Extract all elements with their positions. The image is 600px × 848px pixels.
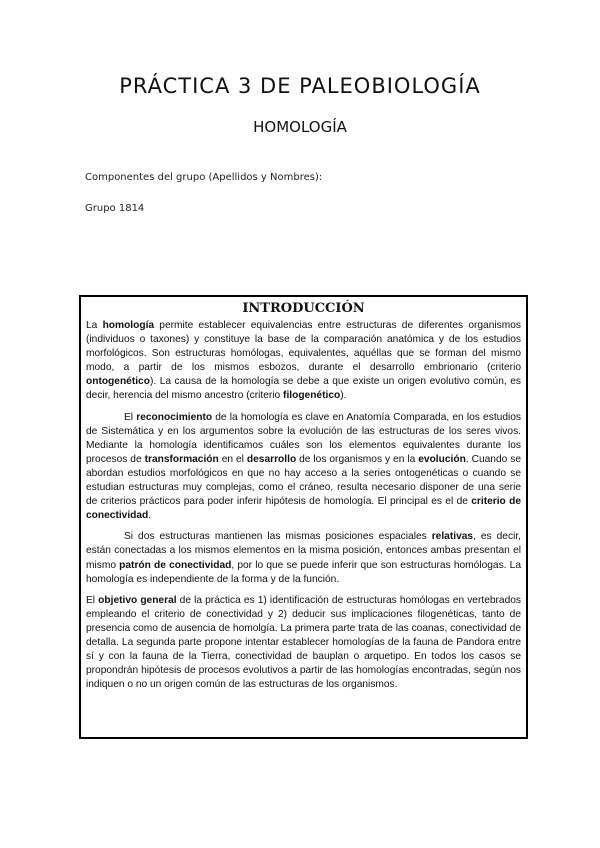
text-run: La xyxy=(86,320,103,331)
group-components-label: Componentes del grupo (Apellidos y Nombres): xyxy=(85,172,323,183)
bold-term: homología xyxy=(102,320,155,331)
text-run: ). xyxy=(340,390,347,402)
bold-term: transformación xyxy=(144,453,219,465)
text-run: . Cuando se abordan estudios morfológicos en que no hay acceso a la series ontogenéticas o cuando se estudian estructuras muy complejas, como el cráneo, resulta necesario disponer de una serie de criterios prácticos para poder inferir hipótesis de homología. El principal es el de xyxy=(86,453,522,508)
bold-term: ontogenético xyxy=(86,376,150,388)
intro-paragraph-4 xyxy=(86,594,521,693)
bold-term: filogenético xyxy=(283,390,341,402)
page-title: PRÁCTICA 3 DE PALEOBIOLOGÍA xyxy=(119,74,481,98)
text-run: . xyxy=(148,510,152,522)
page-subtitle: HOMOLOGÍA xyxy=(253,118,347,136)
text-run: en el xyxy=(218,453,247,465)
text-run: de los organismos y en la xyxy=(296,453,419,465)
text-run: El xyxy=(124,411,137,423)
text-run: Si dos estructuras mantienen las mismas posiciones espaciales xyxy=(124,531,432,543)
intro-paragraph-1 xyxy=(86,319,521,404)
text-run: , es decir, están conectadas a los mismos elementos en la misma posición, entonces ambas presentan el mismo xyxy=(86,531,521,571)
bold-term: reconocimiento xyxy=(136,411,213,423)
bold-term: desarrollo xyxy=(246,453,297,465)
text-run: de la homología es clave en Anatomía Comparada, en los estudios de Sistemática y en los argumentos sobre la evolución de las estructuras de los seres vivos. Mediante la homología identificamos cuáles son los elementos equivalentes durante los procesos de xyxy=(86,411,522,465)
text-run: permite establecer equivalencias entre estructuras de diferentes organismos (individuos o taxones) y constituye la base de la comparación anatómica y de los estudios morfológicos. Son estructuras homólogas, equivalentes, aquéllas que se forman del mismo modo, a partir de los mismos esbozos, durante el desarrollo embrionario (criterio xyxy=(86,320,521,374)
bold-term: relativas xyxy=(431,531,474,543)
introduction-box xyxy=(79,295,528,739)
introduction-heading: INTRODUCCIÓN xyxy=(242,301,365,316)
group-number-label: Grupo 1814 xyxy=(85,203,145,214)
bold-term: criterio de conectividad xyxy=(86,496,521,522)
intro-paragraph-2 xyxy=(86,411,521,524)
bold-term: objetivo general xyxy=(98,594,177,606)
text-run: El xyxy=(86,594,99,606)
bold-term: patrón de conectividad xyxy=(119,559,232,571)
bold-term: evolución xyxy=(418,453,466,465)
text-run: , por lo que se puede inferir que son estructuras homólogas. La homología es independiente de la forma y de la función. xyxy=(86,559,522,585)
intro-paragraph-3 xyxy=(86,530,521,586)
text-run: de la práctica es 1) identificación de estructuras homólogas en vertebrados empleando el criterio de conectividad y 2) deducir sus implicaciones filogenéticas, tanto de presencia como de ausencia de homolgía. La primera parte trata de las coanas, conectividad de detalla. La segunda parte propone intentar establecer homologías de la fauna de Pandora entre sí y con la fauna de la Tierra, conectividad de bauplan o arquetipo. En todos los casos se propondrán hipótesis de procesos evolutivos a partir de las homologías encontradas, según nos indiquen o no un origen común de las estructuras de los organismos. xyxy=(86,594,522,691)
text-run: ). La causa de la homología se debe a que existe un origen evolutivo común, es decir, herencia del mismo ancestro (criterio xyxy=(86,376,521,402)
